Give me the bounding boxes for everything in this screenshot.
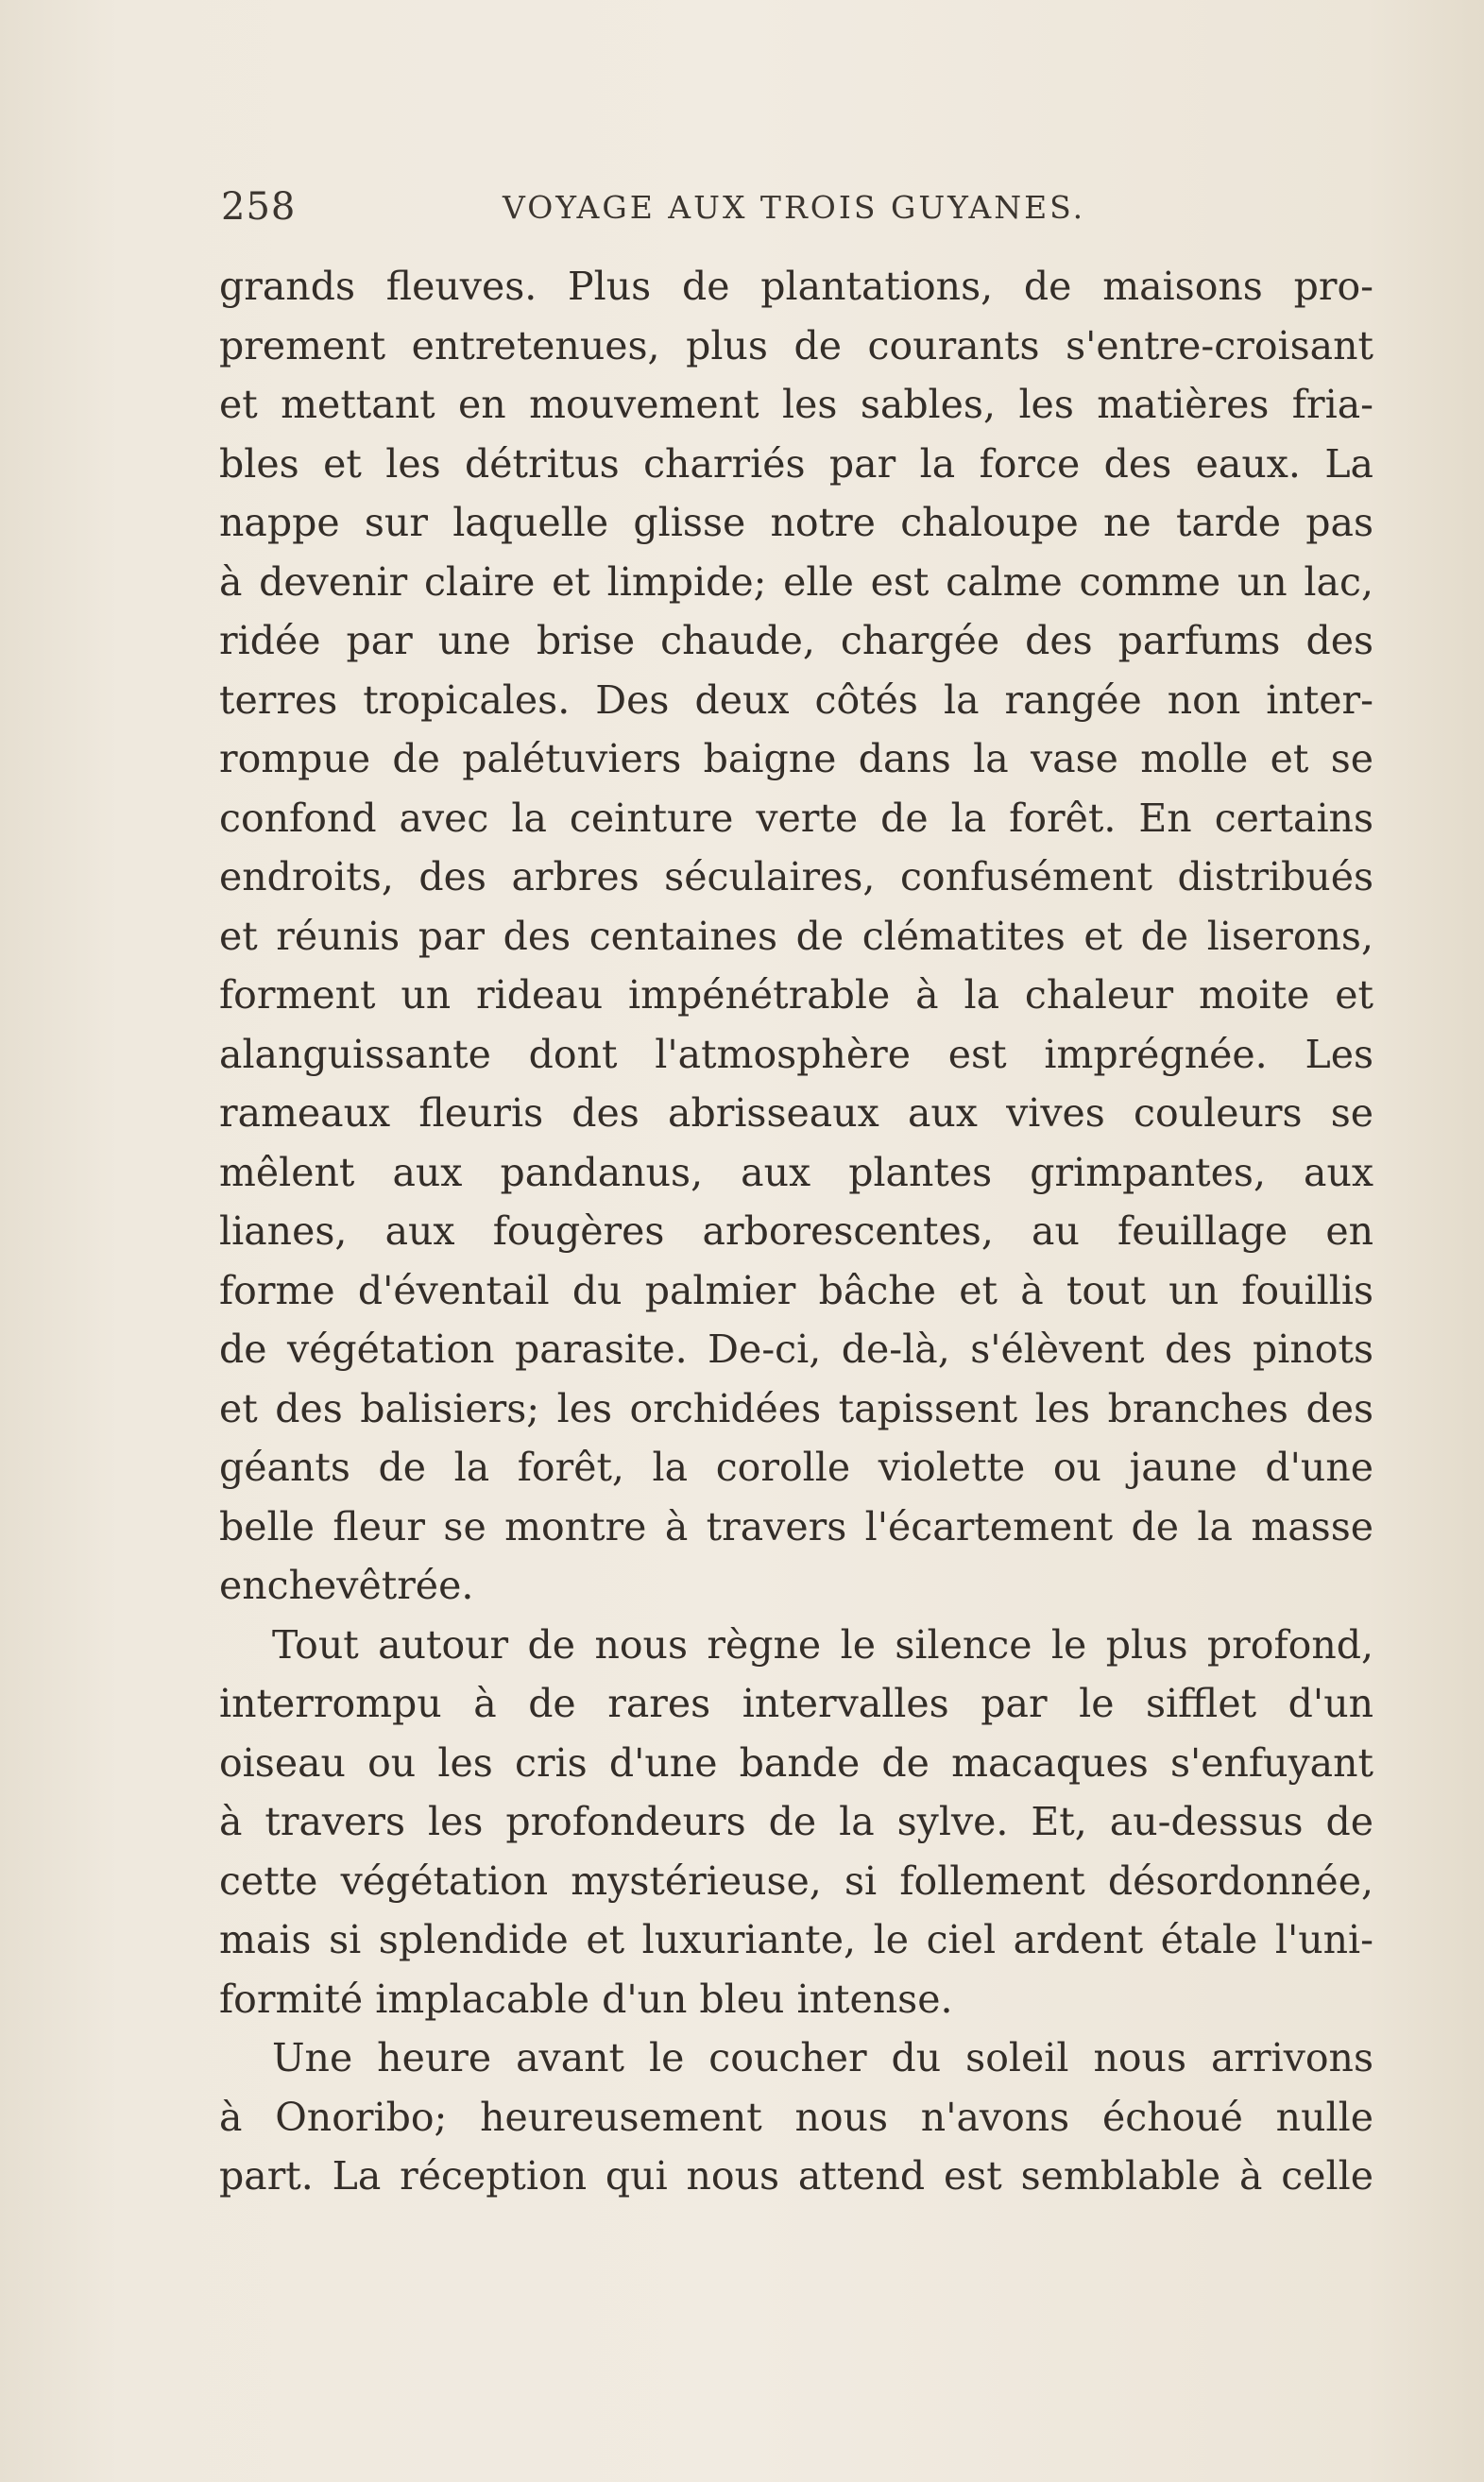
text-line: grands fleuves. Plus de plantations, de maisons pro-: [219, 264, 1373, 309]
text-line: à devenir claire et limpide; elle est calme comme un lac,: [219, 558, 1373, 605]
text-line: enchevêtrée.: [219, 1563, 474, 1608]
text-line: oiseau ou les cris d'une bande de macaques s'enfuyant: [219, 1739, 1373, 1786]
text-line: géants de la forêt, la corolle violette ou jaune d'une: [219, 1445, 1373, 1490]
text-line: prement entretenues, plus de courants s'entre-croisant: [219, 322, 1373, 368]
text-line: rameaux fleuris des abrisseaux aux vives couleurs se: [219, 1090, 1373, 1136]
body-text: [219, 257, 1373, 2206]
text-line: lianes, aux fougères arborescentes, au feuillage en: [219, 1208, 1373, 1254]
text-line: Une heure avant le coucher du soleil nous arrivons: [272, 2035, 1373, 2080]
text-line: et réunis par des centaines de clématites et de liserons,: [219, 913, 1373, 959]
text-line: belle fleur se montre à travers l'écartement de la masse: [219, 1503, 1373, 1549]
text-line: ridée par une brise chaude, chargée des parfums des: [219, 618, 1373, 663]
text-line: formité implacable d'un bleu intense.: [219, 1976, 953, 2022]
text-line: forment un rideau impénétrable à la chaleur moite et: [219, 972, 1373, 1018]
text-line: Tout autour de nous règne le silence le plus profond,: [272, 1621, 1373, 1668]
text-line: alanguissante dont l'atmosphère est imprégnée. Les: [219, 1031, 1373, 1077]
text-line: mais si splendide et luxuriante, le ciel ardent étale l'uni-: [219, 1917, 1373, 1962]
text-line: interrompu à de rares intervalles par le sifflet d'un: [219, 1681, 1373, 1726]
text-line: et des balisiers; les orchidées tapissent les branches des: [219, 1385, 1373, 1431]
text-line: de végétation parasite. De-ci, de-là, s'élèvent des pinots: [219, 1327, 1373, 1372]
text-line: terres tropicales. Des deux côtés la rangée non inter-: [219, 676, 1373, 723]
page-header: [221, 185, 1372, 242]
text-line: mêlent aux pandanus, aux plantes grimpantes, aux: [219, 1149, 1373, 1195]
text-line: cette végétation mystérieuse, si follement désordonnée,: [219, 1857, 1373, 1904]
text-line: confond avec la ceinture verte de la forêt. En certains: [219, 795, 1373, 841]
text-line: part. La réception qui nous attend est semblable à celle: [219, 2153, 1373, 2199]
text-line: à travers les profondeurs de la sylve. Et, au-dessus de: [219, 1799, 1373, 1844]
text-line: forme d'éventail du palmier bâche et à tout un fouillis: [219, 1267, 1373, 1313]
text-line: et mettant en mouvement les sables, les matières fria-: [219, 382, 1373, 427]
text-line: endroits, des arbres séculaires, confusément distribués: [219, 854, 1373, 899]
text-line: nappe sur laquelle glisse notre chaloupe ne tarde pas: [219, 500, 1373, 545]
text-line: rompue de palétuviers baigne dans la vase molle et se: [219, 736, 1373, 781]
text-line: bles et les détritus charriés par la force des eaux. La: [219, 440, 1373, 487]
running-title: VOYAGE AUX TROIS GUYANES.: [503, 189, 1086, 226]
page-number: 258: [221, 185, 297, 229]
text-line: à Onoribo; heureusement nous n'avons échoué nulle: [219, 2094, 1373, 2140]
